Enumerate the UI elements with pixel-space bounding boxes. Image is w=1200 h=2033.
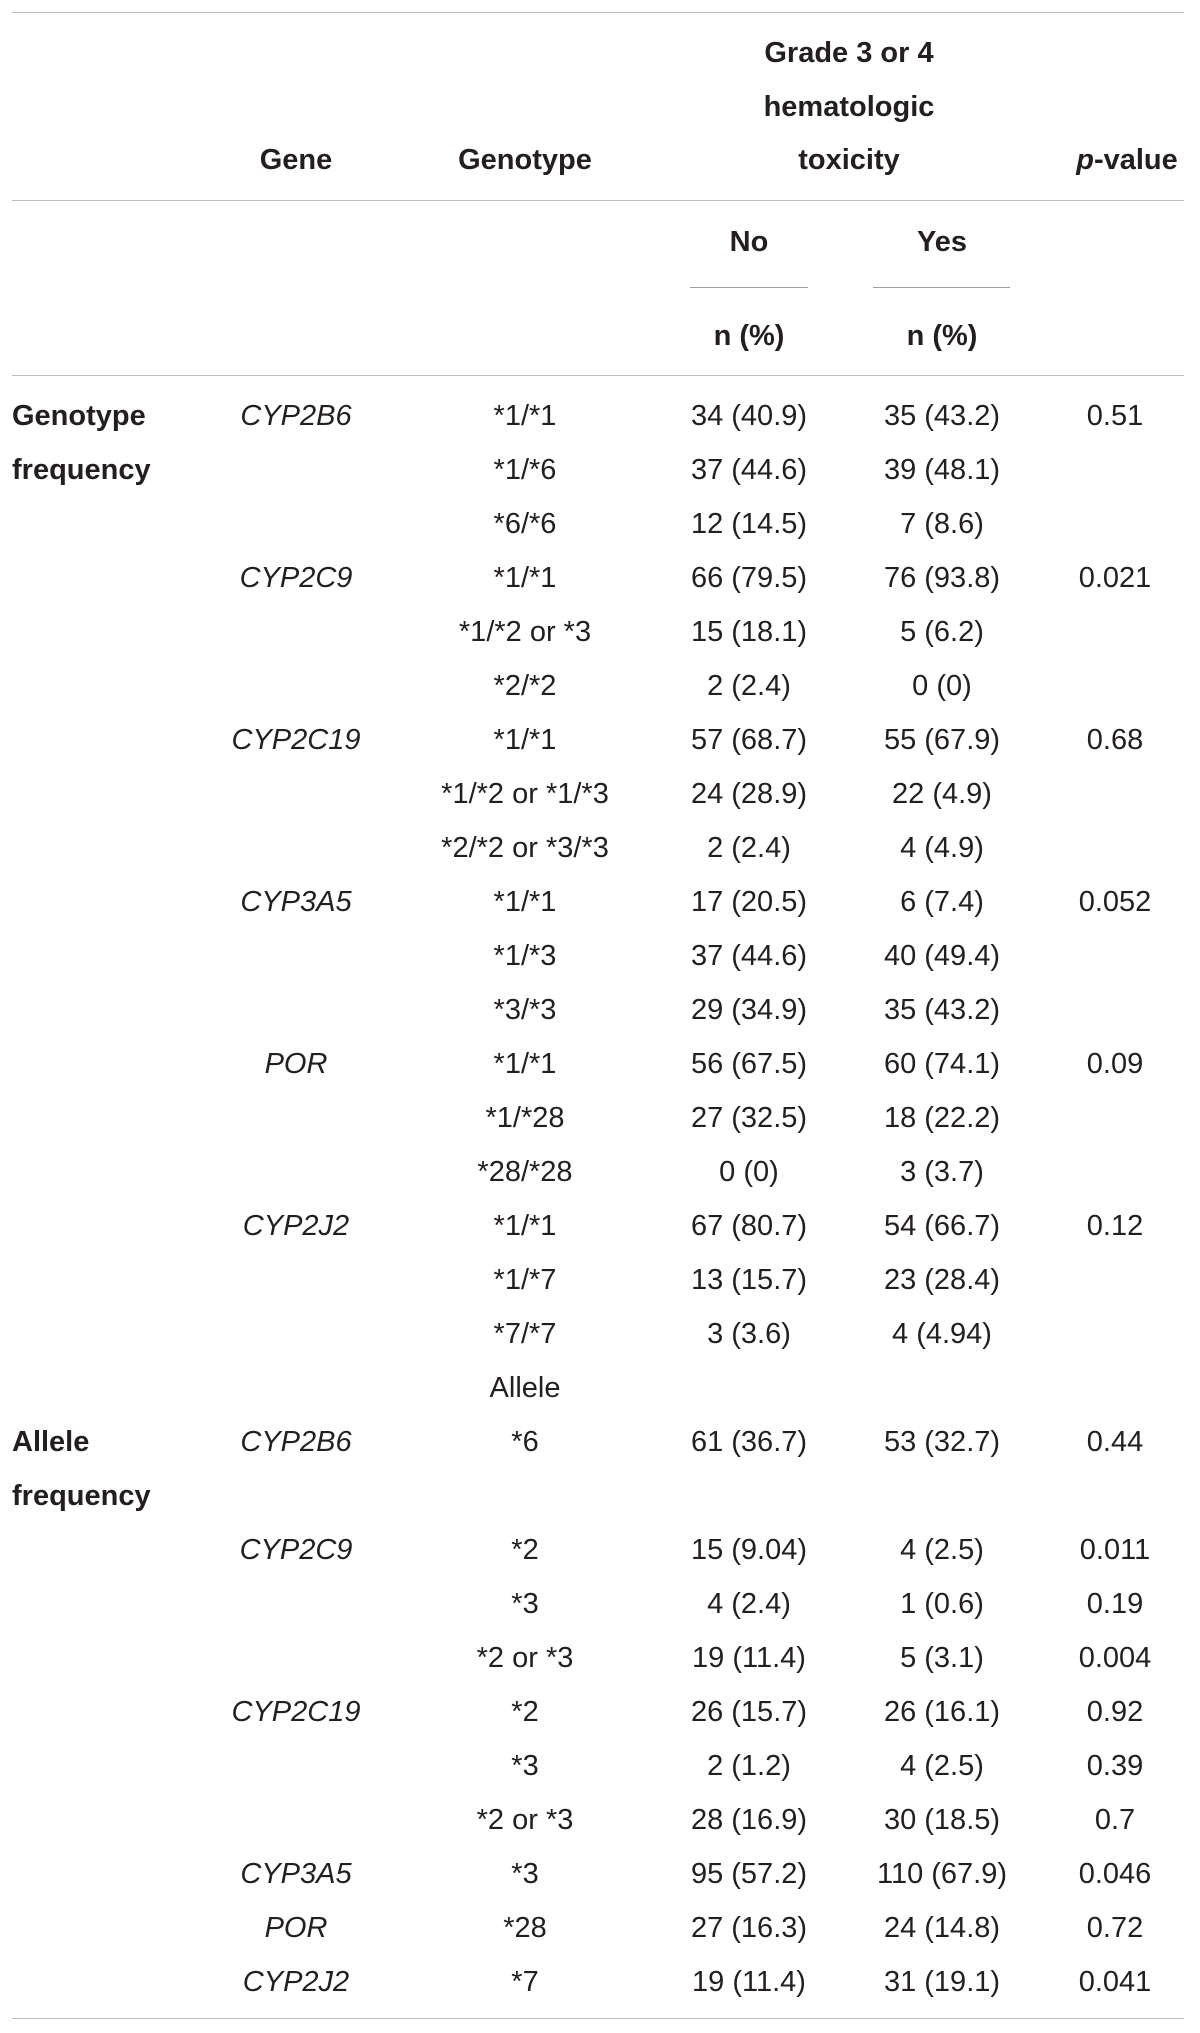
yes-count-cell: 5 (6.2) [900, 616, 984, 648]
genotype-cell: *2 [511, 1696, 539, 1728]
pvalue-cell: 0.51 [1086, 400, 1144, 432]
genotype-cell: *1/*28 [485, 1102, 565, 1134]
no-count-cell: 29 (34.9) [690, 994, 808, 1026]
no-count-cell: 12 (14.5) [690, 508, 808, 540]
no-count-cell: 0 (0) [719, 1156, 779, 1188]
pvalue-cell: 0.052 [1078, 886, 1152, 918]
genotype-cell: *7 [511, 1966, 539, 1998]
no-count-cell: 3 (3.6) [707, 1318, 791, 1350]
pvalue-cell: 0.68 [1086, 724, 1144, 756]
genotype-cell: *3/*3 [493, 994, 557, 1026]
no-count-cell: 2 (2.4) [707, 670, 791, 702]
toxicity-header-line3: toxicity [798, 144, 900, 176]
genotype-header: Genotype [458, 144, 592, 176]
pvalue-cell: 0.7 [1094, 1804, 1136, 1836]
pvalue-cell: 0.72 [1086, 1912, 1144, 1944]
no-count-cell: 66 (79.5) [690, 562, 808, 594]
yes-count-cell: 39 (48.1) [883, 454, 1001, 486]
gene-header: Gene [259, 144, 333, 176]
toxicity-header-line2: hematologic [763, 91, 935, 123]
no-count-cell: 67 (80.7) [690, 1210, 808, 1242]
genotype-cell: *3 [511, 1750, 539, 1782]
yes-count-cell: 23 (28.4) [883, 1264, 1001, 1296]
gene-cell: POR [264, 1048, 328, 1080]
gene-cell: CYP2B6 [240, 400, 352, 432]
yes-count-cell: 18 (22.2) [883, 1102, 1001, 1134]
no-count-cell: 19 (11.4) [692, 1966, 806, 1998]
yes-count-cell: 22 (4.9) [892, 778, 992, 810]
gene-cell: CYP2C19 [231, 1696, 361, 1728]
genotype-cell: *1/*6 [493, 454, 557, 486]
yes-count-cell: 35 (43.2) [883, 994, 1001, 1026]
toxicity-header-line1: Grade 3 or 4 [764, 37, 934, 69]
yes-count-cell: 110 (67.9) [876, 1858, 1008, 1890]
pvalue-cell: 0.041 [1078, 1966, 1152, 1998]
pvalue-cell: 0.92 [1086, 1696, 1144, 1728]
no-count-cell: 4 (2.4) [707, 1588, 791, 1620]
gene-cell: CYP2C9 [239, 1534, 353, 1566]
no-underline [690, 287, 808, 288]
gene-cell: POR [264, 1912, 328, 1944]
no-count-cell: 24 (28.9) [690, 778, 808, 810]
yes-count-cell: 4 (4.9) [900, 832, 984, 864]
pvalue-cell: 0.021 [1078, 562, 1152, 594]
yes-count-cell: 40 (49.4) [883, 940, 1001, 972]
genotype-cell: *6 [511, 1426, 539, 1458]
genotype-frequency-label-line2: frequency [12, 454, 151, 486]
subheader-rule [12, 375, 1184, 376]
bottom-rule [12, 2018, 1184, 2019]
yes-count-cell: 4 (4.94) [892, 1318, 992, 1350]
yes-count-cell: 53 (32.7) [883, 1426, 1001, 1458]
yes-count-cell: 1 (0.6) [900, 1588, 984, 1620]
no-count-cell: 26 (15.7) [690, 1696, 808, 1728]
yes-count-cell: 5 (3.1) [900, 1642, 984, 1674]
no-count-cell: 2 (2.4) [707, 832, 791, 864]
header-rule [12, 200, 1184, 201]
genotype-cell: *7/*7 [493, 1318, 557, 1350]
genotype-cell: *28/*28 [477, 1156, 573, 1188]
pvalue-cell: 0.011 [1079, 1534, 1151, 1566]
no-count-cell: 61 (36.7) [690, 1426, 808, 1458]
gene-cell: CYP2J2 [242, 1966, 350, 1998]
genotype-cell: *1/*7 [493, 1264, 557, 1296]
yes-count-cell: 4 (2.5) [900, 1534, 984, 1566]
genotype-cell: *1/*1 [493, 724, 557, 756]
yes-count-cell: 3 (3.7) [900, 1156, 984, 1188]
genotype-cell: *1/*2 or *1/*3 [441, 778, 609, 810]
yes-count-cell: 26 (16.1) [883, 1696, 1001, 1728]
no-count-cell: 19 (11.4) [692, 1642, 806, 1674]
yes-underline [873, 287, 1010, 288]
pvalue-cell: 0.004 [1078, 1642, 1152, 1674]
yes-count-cell: 76 (93.8) [883, 562, 1001, 594]
pvalue-header-p: p [1076, 144, 1094, 176]
pvalue-cell: 0.12 [1086, 1210, 1144, 1242]
n-pct-no-header: n (%) [713, 320, 785, 352]
yes-count-cell: 60 (74.1) [883, 1048, 1001, 1080]
yes-count-cell: 7 (8.6) [900, 508, 984, 540]
no-count-cell: 34 (40.9) [690, 400, 808, 432]
no-count-cell: 27 (32.5) [690, 1102, 808, 1134]
yes-count-cell: 0 (0) [912, 670, 972, 702]
genotype-cell: *2 or *3 [476, 1642, 574, 1674]
yes-count-cell: 55 (67.9) [883, 724, 1001, 756]
n-pct-yes-header: n (%) [906, 320, 978, 352]
genotype-cell: *1/*3 [493, 940, 557, 972]
allele-frequency-label-line2: frequency [12, 1480, 151, 1512]
pvalue-cell: 0.39 [1086, 1750, 1144, 1782]
yes-count-cell: 31 (19.1) [883, 1966, 1001, 1998]
no-count-cell: 15 (18.1) [690, 616, 808, 648]
pvalue-header-rest: -value [1093, 144, 1178, 176]
gene-cell: CYP2J2 [242, 1210, 350, 1242]
top-rule [12, 12, 1184, 13]
yes-count-cell: 4 (2.5) [900, 1750, 984, 1782]
no-count-cell: 13 (15.7) [690, 1264, 808, 1296]
genotype-cell: *1/*1 [493, 886, 557, 918]
no-count-cell: 17 (20.5) [690, 886, 808, 918]
gene-cell: CYP3A5 [240, 1858, 352, 1890]
gene-cell: CYP2C9 [239, 562, 353, 594]
genotype-cell: *3 [511, 1858, 539, 1890]
genotype-cell: *1/*1 [493, 400, 557, 432]
genotype-cell: *6/*6 [493, 508, 557, 540]
allele-subheader: Allele [489, 1372, 561, 1404]
genotype-cell: *2/*2 [493, 670, 557, 702]
no-header: No [729, 226, 769, 258]
no-count-cell: 27 (16.3) [690, 1912, 808, 1944]
no-count-cell: 56 (67.5) [690, 1048, 808, 1080]
pvalue-cell: 0.09 [1086, 1048, 1144, 1080]
no-count-cell: 57 (68.7) [690, 724, 808, 756]
pvalue-cell: 0.44 [1086, 1426, 1144, 1458]
genotype-cell: *1/*1 [493, 562, 557, 594]
genotype-cell: *3 [511, 1588, 539, 1620]
genotype-cell: *1/*1 [493, 1048, 557, 1080]
allele-frequency-label-line1: Allele [12, 1426, 90, 1458]
yes-count-cell: 24 (14.8) [883, 1912, 1001, 1944]
yes-count-cell: 54 (66.7) [883, 1210, 1001, 1242]
genotype-cell: *28 [503, 1912, 547, 1944]
genotype-cell: *2/*2 or *3/*3 [441, 832, 609, 864]
no-count-cell: 37 (44.6) [690, 454, 808, 486]
pvalue-header [1076, 140, 1178, 180]
yes-count-cell: 6 (7.4) [900, 886, 984, 918]
no-count-cell: 15 (9.04) [690, 1534, 808, 1566]
yes-count-cell: 35 (43.2) [883, 400, 1001, 432]
no-count-cell: 95 (57.2) [690, 1858, 808, 1890]
yes-header: Yes [917, 226, 967, 258]
pvalue-cell: 0.19 [1086, 1588, 1144, 1620]
gene-cell: CYP3A5 [240, 886, 352, 918]
genotype-cell: *2 [511, 1534, 539, 1566]
pvalue-cell: 0.046 [1078, 1858, 1152, 1890]
genotype-frequency-label-line1: Genotype [12, 400, 146, 432]
genotype-cell: *2 or *3 [476, 1804, 574, 1836]
genotype-cell: *1/*1 [493, 1210, 557, 1242]
genotype-cell: *1/*2 or *3 [458, 616, 592, 648]
gene-cell: CYP2B6 [240, 1426, 352, 1458]
yes-count-cell: 30 (18.5) [883, 1804, 1001, 1836]
gene-cell: CYP2C19 [231, 724, 361, 756]
no-count-cell: 2 (1.2) [707, 1750, 791, 1782]
no-count-cell: 37 (44.6) [690, 940, 808, 972]
no-count-cell: 28 (16.9) [690, 1804, 808, 1836]
